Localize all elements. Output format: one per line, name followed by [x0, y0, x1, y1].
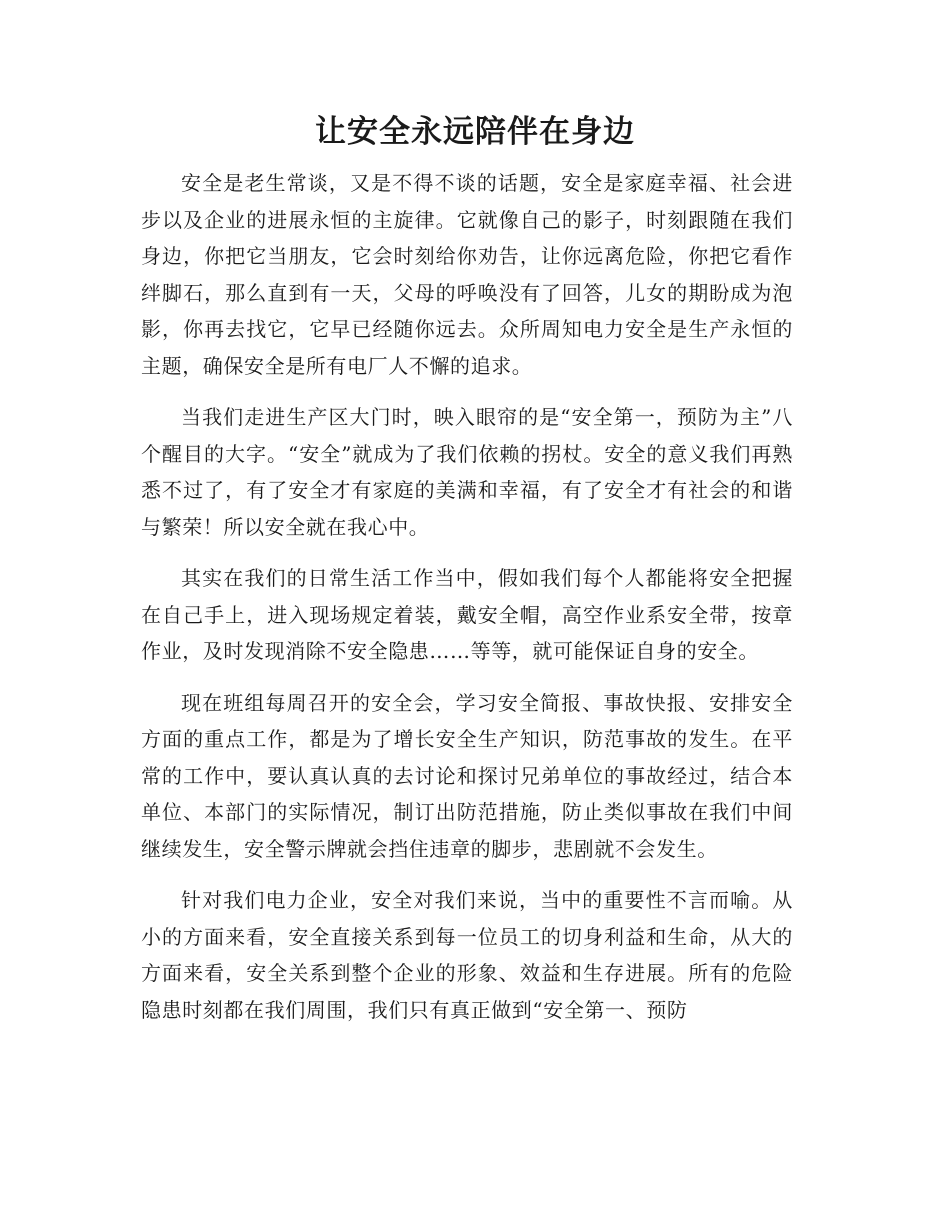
document-body [141, 165, 793, 1043]
paragraph-3: 其实在我们的日常生活工作当中，假如我们每个人都能将安全把握在自己手上，进入现场规定着装，戴安全帽，高空作业系安全带，按章作业，及时发现消除不安全隐患……等等，就可能保证自身的安全。 [141, 566, 793, 663]
paragraph-2: 当我们走进生产区大门时，映入眼帘的是“安全第一，预防为主”八个醒目的大字。“安全”就成为了我们依赖的拐杖。安全的意义我们再熟悉不过了，有了安全才有家庭的美满和幸福，有了安全才有社会的和谐与繁荣！所以安全就在我心中。 [141, 405, 793, 539]
document-title: 让安全永远陪伴在身边 [315, 114, 635, 150]
paragraph-4: 现在班组每周召开的安全会，学习安全简报、事故快报、安排安全方面的重点工作，都是为了增长安全生产知识，防范事故的发生。在平常的工作中，要认真认真的去讨论和探讨兄弟单位的事故经过，结合本单位、本部门的实际情况，制订出防范措施，防止类似事故在我们中间继续发生，安全警示牌就会挡住违章的脚步，悲剧就不会发生。 [141, 690, 793, 861]
paragraph-5: 针对我们电力企业，安全对我们来说，当中的重要性不言而喻。从小的方面来看，安全直接关系到每一位员工的切身利益和生命，从大的方面来看，安全关系到整个企业的形象、效益和生存进展。所有的危险隐患时刻都在我们周围，我们只有真正做到“安全第一、预防 [141, 888, 793, 1022]
paragraph-1: 安全是老生常谈，又是不得不谈的话题，安全是家庭幸福、社会进步以及企业的进展永恒的主旋律。它就像自己的影子，时刻跟随在我们身边，你把它当朋友，它会时刻给你劝告，让你远离危险，你把它看作绊脚石，那么直到有一天，父母的呼唤没有了回答，儿女的期盼成为泡影，你再去找它，它早已经随你远去。众所周知电力安全是生产永恒的主题，确保安全是所有电厂人不懈的追求。 [141, 171, 793, 378]
